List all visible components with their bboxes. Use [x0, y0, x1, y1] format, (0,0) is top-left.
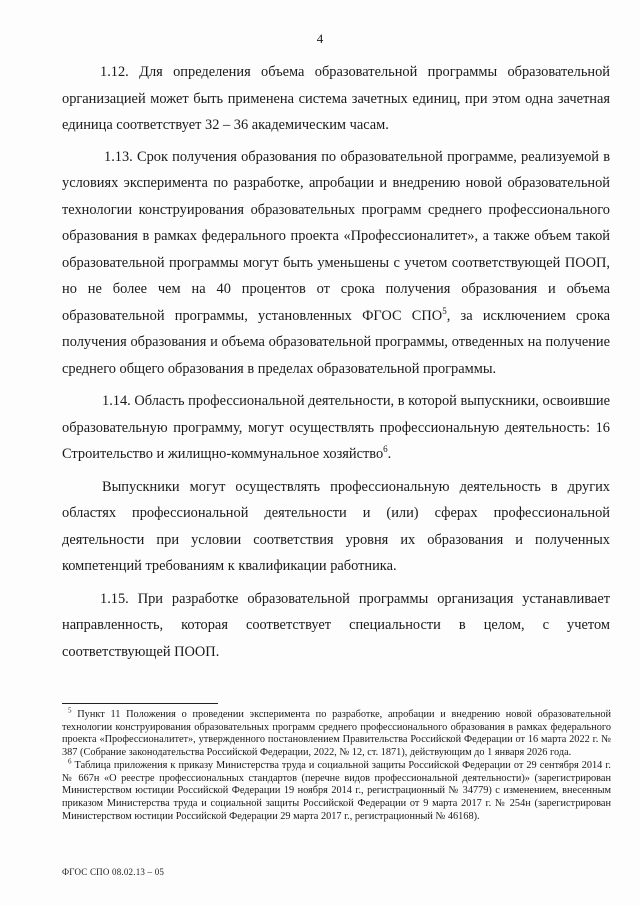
- paragraph-1-14-text-b: .: [387, 446, 392, 462]
- paragraph-graduates: Выпускники могут осуществлять профессиональную деятельность в других областях профессиональной деятельности и (или) сферах профессиональной деятельности при условии соответствия уровня их образования и полученных компетенций требованиям к квалификации работника.: [62, 478, 610, 574]
- footnote-6: [62, 757, 611, 824]
- paragraph-1-13-text-a: 1.13. Срок получения образования по образовательной программе, реализуемой в условиях эксперимента по разработке, апробации и внедрению новой образовательной технологии конструирования образовательных программ среднего профессионального образования в рамках федерального проекта «Профессионалитет», а также объем такой образовательной программы могут быть уменьшены с учетом соответствующей ПООП, но не более чем на 40 процентов от срока получения образования и объема образовательной программы, установленных ФГОС СПО: [62, 148, 610, 324]
- paragraph-1-12: 1.12. Для определения объема образовательной программы образовательной организацией может быть применена система зачетных единиц, при этом одна зачетная единица соответствует 32 – 36 академическим часам.: [62, 64, 610, 133]
- paragraph-1-14-text-a: 1.14. Область профессиональной деятельности, в которой выпускники, освоившие образовательную программу, могут осуществлять профессиональную деятельность: 16 Строительство и жилищно-коммунальное хозяйство: [62, 393, 610, 462]
- paragraph-1-14: [62, 388, 610, 468]
- footnotes: [62, 706, 612, 823]
- footnote-6-text: Таблица приложения к приказу Министерства труда и социальной защиты Российской Федерации от 29 сентября 2014 г. № 667н «О реестре профессиональных стандартов (перечне видов профессиональной деятельности)» (зарегистрирован Министерством юстиции Российской Федерации 19 ноября 2014 г., регистрационный № 34779) с изменением, внесенным приказом Министерства труда и социальной защиты Российской Федерации от 9 марта 2017 г. № 254н (зарегистрирован Министерством юстиции Российской Федерации 29 марта 2017 г., регистрационный № 46168).: [62, 759, 611, 822]
- paragraph-1-13: [62, 144, 610, 383]
- footnote-6-mark: 6: [68, 757, 72, 766]
- paragraph-1-15: 1.15. При разработке образовательной программы организация устанавливает направленность, которая соответствует специальности в целом, с учетом соответствующей ПООП.: [62, 590, 610, 660]
- main-text: [62, 59, 610, 670]
- footnote-ref-6[interactable]: 6: [383, 444, 388, 455]
- footnote-separator: [62, 703, 218, 704]
- footnote-5-mark: 5: [68, 706, 72, 715]
- paragraph-1-13-text-b: , за исключением срока получения образования и объема образовательной программы, отведенных на получение среднего общего образования в пределах образовательной программы.: [62, 307, 610, 377]
- footnote-5-text: Пункт 11 Положения о проведении эксперимента по разработке, апробации и внедрению новой образовательной технологии конструирования образовательных программ среднего профессионального образования в рамках федерального проекта «Профессионалитет», утвержденного постановлением Правительства Российской Федерации от 16 марта 2022 г. № 387 (Собрание законодательства Российской Федерации, 2022, № 12, ст. 1871), действующим до 1 января 2026 года.: [62, 709, 612, 759]
- document-code: ФГОС СПО 08.02.13 – 05: [62, 867, 165, 877]
- footnote-5: [62, 706, 612, 760]
- footnote-ref-5[interactable]: 5: [442, 305, 447, 316]
- page-number: 4: [316, 31, 324, 46]
